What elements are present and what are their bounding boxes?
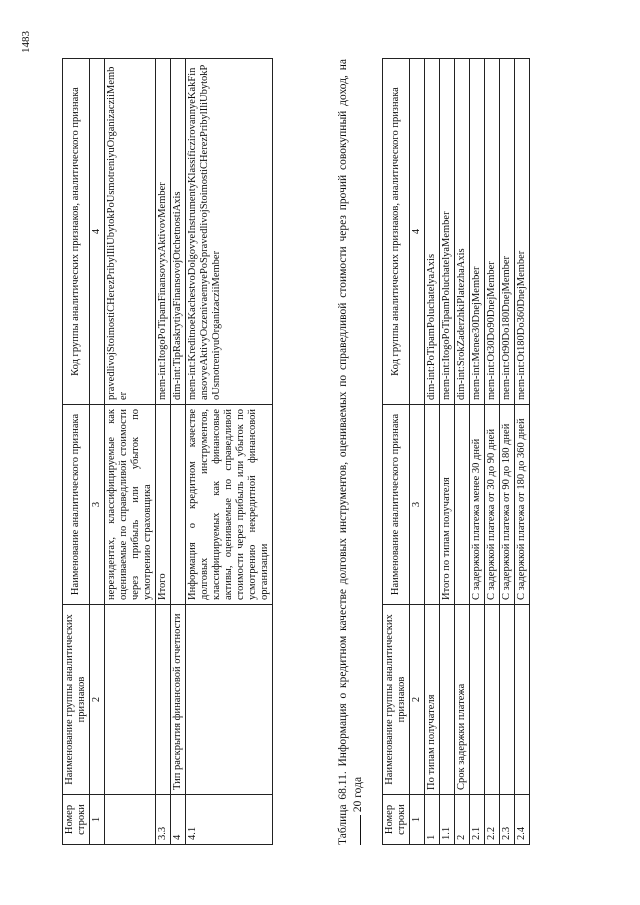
table-row (156, 59, 171, 845)
row-group (470, 605, 485, 795)
table-row (500, 59, 515, 845)
header-number-cell: 2 (410, 605, 425, 795)
table-header-row (63, 59, 90, 845)
header-number-cell: 1 (410, 795, 425, 845)
header-row-number: Номер строки (63, 795, 90, 845)
row-code: dim-int:SrokZaderzhkiPlatezhaAxis (455, 59, 470, 405)
row-code: mem-int:Ot90Do180DnejMember (500, 59, 515, 405)
row-group (440, 605, 455, 795)
header-number-cell: 3 (410, 405, 425, 605)
table-row (440, 59, 455, 845)
header-row-number: Номер строки (383, 795, 410, 845)
row-code: mem-int:Menee30DnejMember (470, 59, 485, 405)
row-feature-name: нерезидентах, классифицируемые как оцениваемые по справедливой стоимости через прибыль или убыток по усмотрению страховщика (105, 405, 156, 605)
caption-year-prefix: 20 (352, 800, 364, 813)
row-code: mem-int:Ot30Do90DnejMember (485, 59, 500, 405)
row-number: 4 (171, 795, 186, 845)
analytic-features-table-continued (62, 58, 273, 845)
row-number: 1 (425, 795, 440, 845)
row-group (156, 605, 171, 795)
table-caption (336, 59, 365, 845)
row-feature-name: Информация о кредитном качестве долговых инструментов, классифицируемых как финансовые активы, оцениваемые по справедливой стоимости через прибыль или убыток по усмотрению некредитной финансовой организации (186, 405, 273, 605)
row-group (485, 605, 500, 795)
header-number-cell: 4 (410, 59, 425, 405)
table-row (105, 59, 156, 845)
table-row (425, 59, 440, 845)
row-code: pravedlivojStoimostiCHerezPribylIliUbytokPoUsmotreniyuOrganizacziiMember (105, 59, 156, 405)
row-code: mem-int:Ot180Do360DnejMember (515, 59, 530, 405)
header-code: Код группы аналитических признаков, аналитического признака (383, 59, 410, 405)
caption-date-blank (350, 815, 361, 845)
row-feature-name (455, 405, 470, 605)
table-row (485, 59, 500, 845)
row-code: mem-int:KreditnoeKachestvoDolgovyeInstrumentyKlassificzirovannyeKakFinansovyeAktivyOczenivaemyePoSpravedlivojStoimostiCHerezPribylIliUbytokPoUsmotreniyuOrganizacziiMember (186, 59, 273, 405)
row-group: Тип раскрытия финансовой отчетности (171, 605, 186, 795)
table-row (470, 59, 485, 845)
row-feature-name (425, 405, 440, 605)
row-number: 2.4 (515, 795, 530, 845)
row-number: 1.1 (440, 795, 455, 845)
header-code: Код группы аналитических признаков, аналитического признака (63, 59, 90, 405)
row-number (105, 795, 156, 845)
row-feature-name: С задержкой платежа от 180 до 360 дней (515, 405, 530, 605)
row-feature-name: С задержкой платежа от 90 до 180 дней (500, 405, 515, 605)
table-header-numbers-row (410, 59, 425, 845)
row-number: 4.1 (186, 795, 273, 845)
header-number-cell: 2 (90, 605, 105, 795)
row-group (515, 605, 530, 795)
row-code: dim-int:TipRaskrytiyaFinansovojOtchetnostiAxis (171, 59, 186, 405)
row-feature-name (171, 405, 186, 605)
row-group: Срок задержки платежа (455, 605, 470, 795)
row-group (500, 605, 515, 795)
header-group-name: Наименование группы аналитических признаков (383, 605, 410, 795)
row-group (186, 605, 273, 795)
row-number: 2.3 (500, 795, 515, 845)
caption-year-suffix: года (352, 776, 364, 798)
row-number: 2 (455, 795, 470, 845)
table-row (171, 59, 186, 845)
table-header-row (383, 59, 410, 845)
table-row (515, 59, 530, 845)
row-code: dim-int:PoTipamPoluchatelyaAxis (425, 59, 440, 405)
credit-quality-table (382, 58, 530, 845)
row-number: 2.2 (485, 795, 500, 845)
page-number: 1483 (20, 31, 32, 53)
row-feature-name: С задержкой платежа от 30 до 90 дней (485, 405, 500, 605)
header-number-cell: 4 (90, 59, 105, 405)
header-feature-name: Наименование аналитического признака (383, 405, 410, 605)
table-row (186, 59, 273, 845)
caption-text: Таблица 68.11. Информация о кредитном качестве долговых инструментов, оцениваемых по справедливой стоимости через прочий совокупный доход, на (337, 59, 349, 845)
header-feature-name: Наименование аналитического признака (63, 405, 90, 605)
header-group-name: Наименование группы аналитических признаков (63, 605, 90, 795)
row-group: По типам получателя (425, 605, 440, 795)
row-code: mem-int:ItogoPoTipamFinansovyxAktivovMember (156, 59, 171, 405)
header-number-cell: 1 (90, 795, 105, 845)
row-feature-name: С задержкой платежа менее 30 дней (470, 405, 485, 605)
header-number-cell: 3 (90, 405, 105, 605)
table-header-numbers-row (90, 59, 105, 845)
table-row (455, 59, 470, 845)
row-number: 2.1 (470, 795, 485, 845)
row-feature-name: Итого (156, 405, 171, 605)
row-feature-name: Итого по типам получателя (440, 405, 455, 605)
row-number: 3.3 (156, 795, 171, 845)
row-group (105, 605, 156, 795)
row-code: mem-int:ItogoPoTipamPoluchatelyaMember (440, 59, 455, 405)
